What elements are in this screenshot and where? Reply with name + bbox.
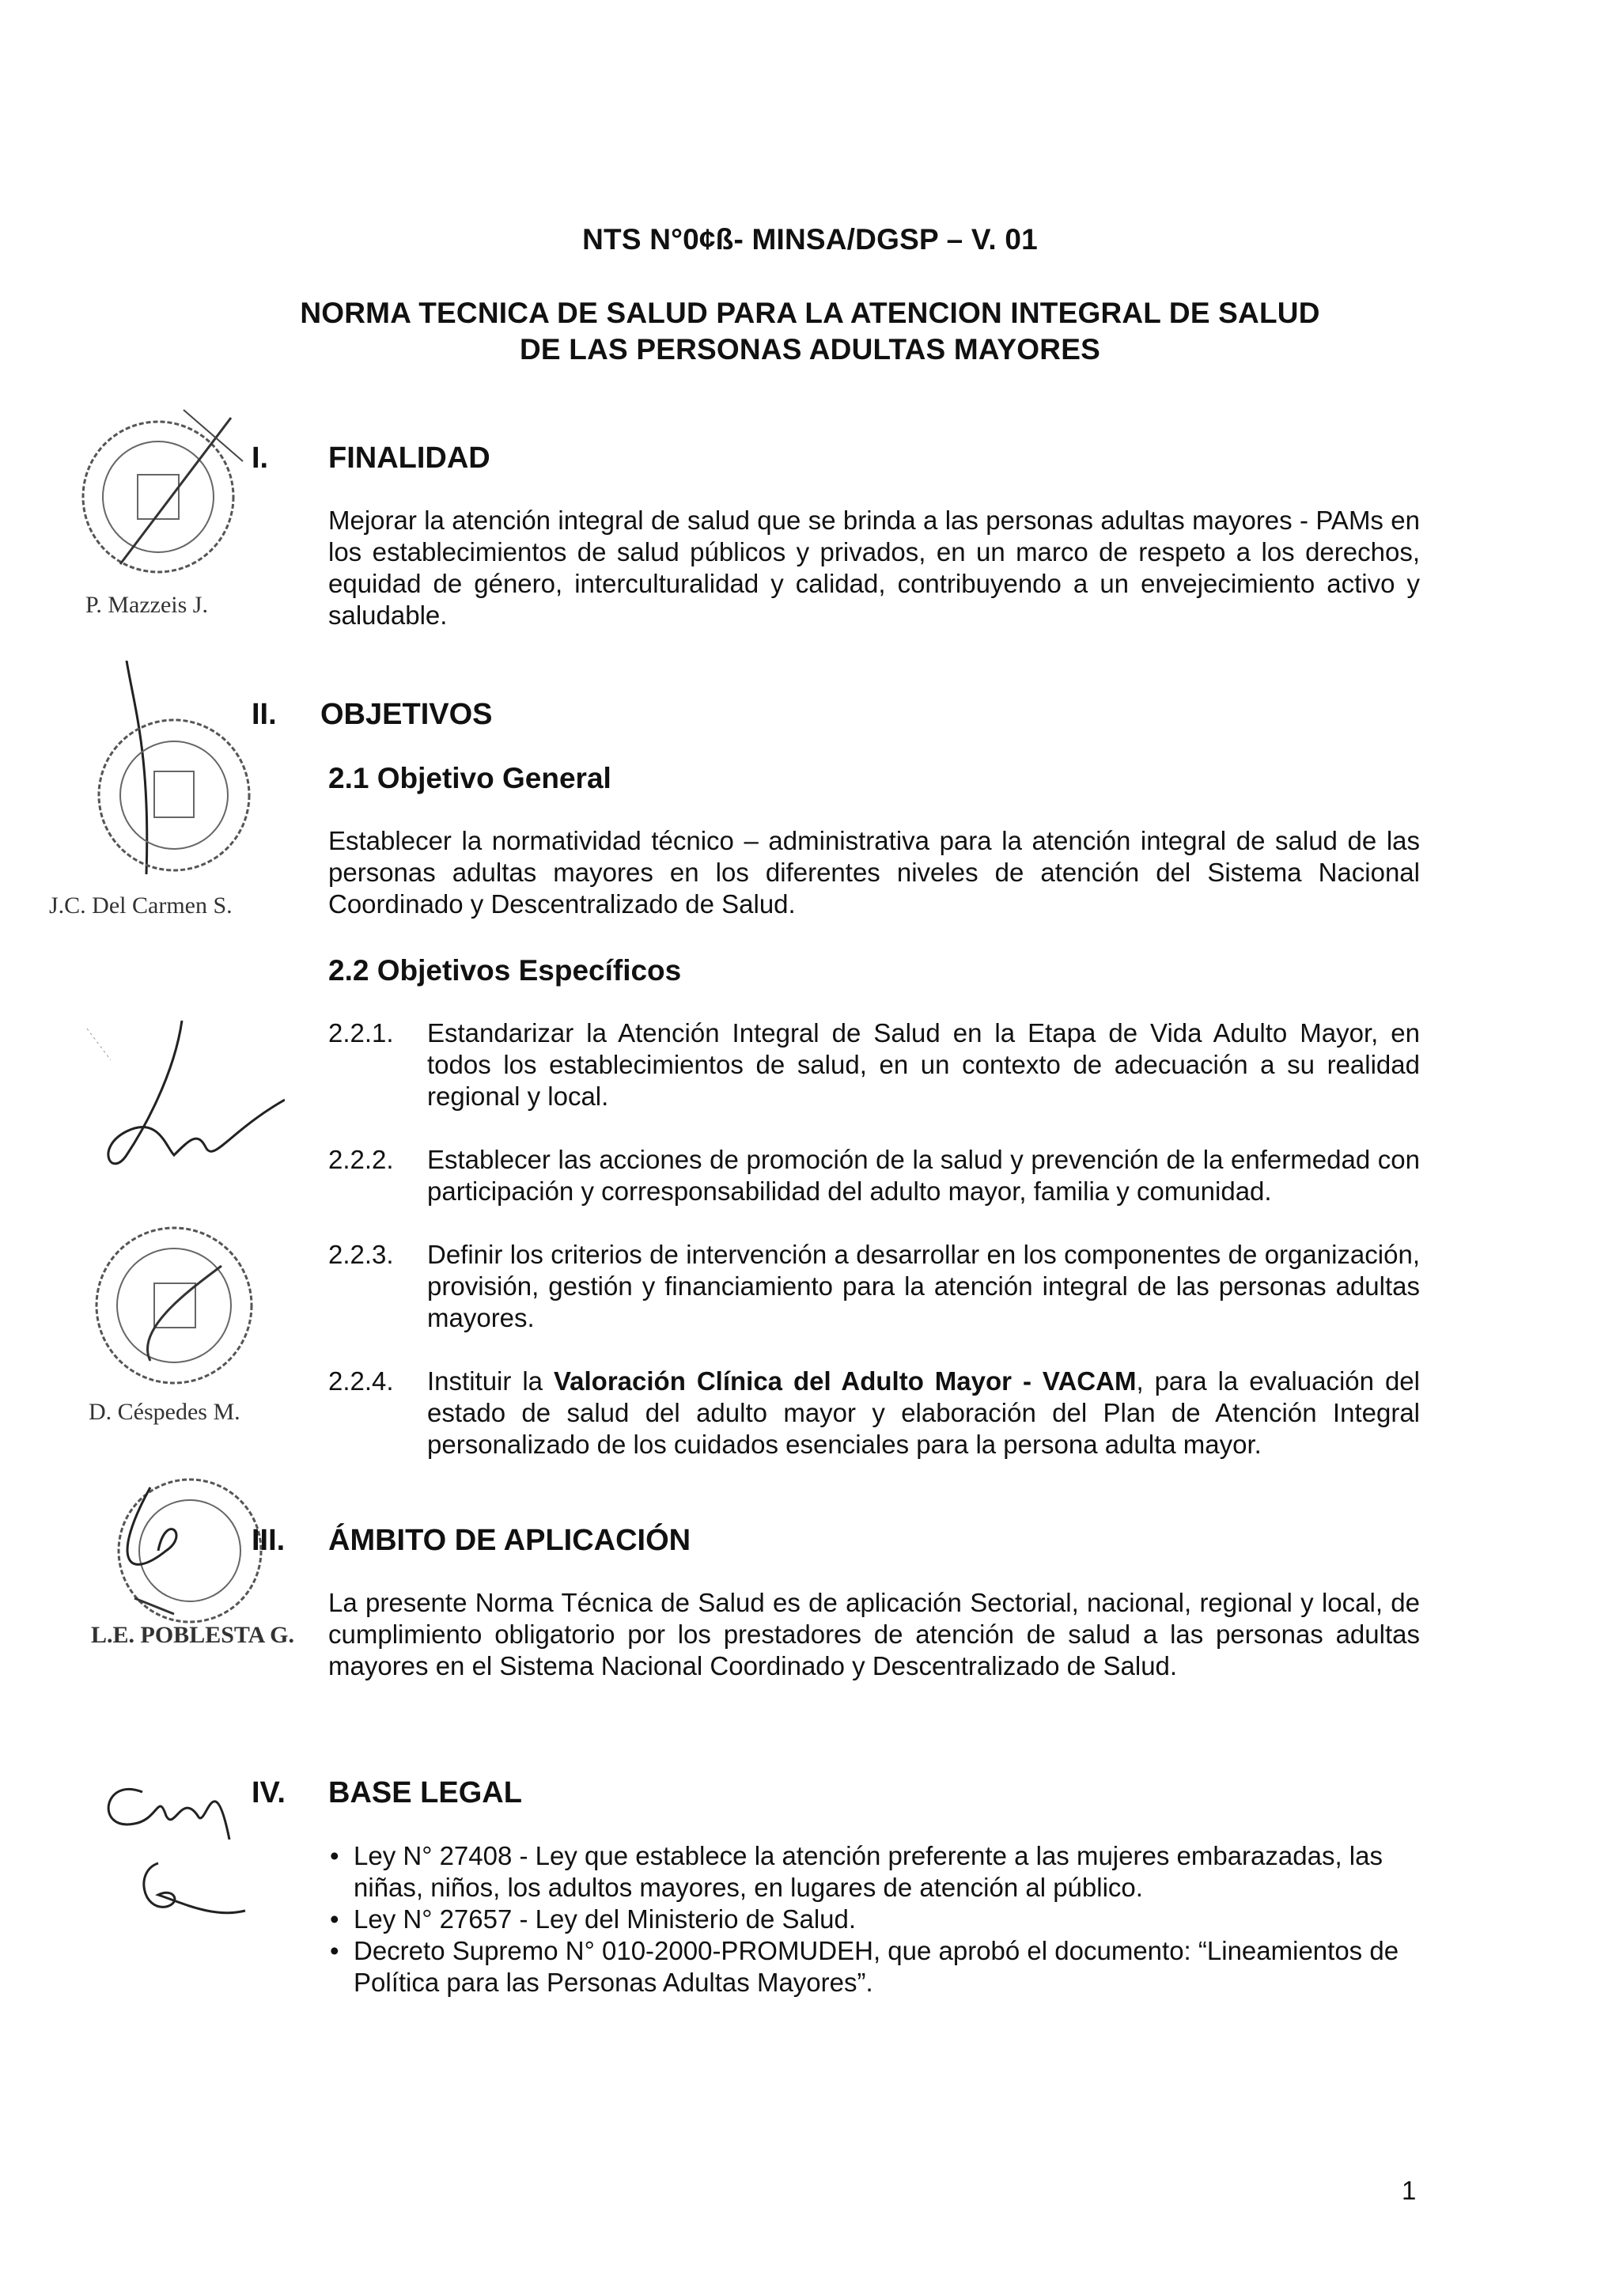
legal-basis-list — [328, 1840, 1420, 1999]
handwritten-signature-3 — [79, 1013, 285, 1195]
list-item — [328, 1904, 1420, 1935]
ministry-seal-1 — [73, 402, 255, 584]
list-item — [328, 1840, 1420, 1904]
vacam-text-pre: Instituir la — [427, 1366, 554, 1396]
bullet-icon: • — [330, 1904, 339, 1934]
objective-item-number: 2.2.1. — [328, 1018, 394, 1048]
finalidad-paragraph: Mejorar la atención integral de salud que se brinda a las personas adultas mayores - PAMs en los establecimientos de salud públicos y privados, en un marco de respeto a los derechos, equidad de género, interculturalidad y calidad, contribuyendo a un envejecimiento activo y saludable. — [328, 506, 1420, 630]
document-title-line1: NORMA TECNICA DE SALUD PARA LA ATENCION INTEGRAL DE SALUD — [300, 297, 1320, 329]
objetivo-general-paragraph: Establecer la normatividad técnico – administrativa para la atención integral de salud de las personas adultas mayores en los diferentes niveles de atención del Sistema Nacional Coordinado y Descentralizado de Salud. — [328, 826, 1420, 919]
stamp-signature-name-5: L.E. POBLESTA G. — [91, 1622, 295, 1648]
bullet-icon: • — [330, 1936, 339, 1965]
list-item-text: Ley N° 27657 - Ley del Ministerio de Salud. — [354, 1904, 857, 1934]
document-code: NTS N°0¢ß- MINSA/DGSP – V. 01 — [582, 223, 1038, 256]
subsection-title-objetivo-general: 2.1 Objetivo General — [328, 762, 611, 794]
section-title-ambito: ÁMBITO DE APLICACIÓN — [328, 1524, 691, 1557]
section-number-iv: IV. — [252, 1776, 286, 1809]
stamp-signature-name-4: D. Céspedes M. — [89, 1399, 240, 1425]
section-number-iii: III. — [252, 1524, 286, 1557]
objective-item-number: 2.2.4. — [328, 1366, 394, 1396]
section-title-finalidad: FINALIDAD — [328, 441, 490, 475]
section-title-base-legal: BASE LEGAL — [328, 1776, 522, 1809]
list-item-text: Ley N° 27408 - Ley que establece la atención preferente a las mujeres embarazadas, las niñas, niños, los adultos mayores, en lugares de atención al público. — [354, 1841, 1383, 1902]
vacam-text-post: , para la evaluación del estado de salud del adulto mayor y elaboración del Plan de Atención Integral personalizado de los cuidados esenciales para la persona adulta mayor. — [427, 1366, 1420, 1459]
page-number: 1 — [1402, 2176, 1417, 2205]
section-title-objetivos: OBJETIVOS — [320, 698, 493, 731]
section-number-i: I. — [252, 441, 269, 475]
document-title-line2: DE LAS PERSONAS ADULTAS MAYORES — [520, 333, 1100, 366]
vacam-text-bold: Valoración Clínica del Adulto Mayor - VACAM — [553, 1366, 1137, 1396]
section-number-ii: II. — [252, 698, 277, 731]
list-item-text: Decreto Supremo N° 010-2000-PROMUDEH, que aprobó el documento: “Lineamientos de Política para las Personas Adultas Mayores”. — [354, 1936, 1399, 1997]
objective-item-text: Estandarizar la Atención Integral de Salud en la Etapa de Vida Adulto Mayor, en todos los establecimientos de salud, en un contexto de adecuación a su realidad regional y local. — [427, 1018, 1420, 1111]
objective-item-text: Establecer las acciones de promoción de la salud y prevención de la enfermedad con participación y corresponsabilidad del adulto mayor, familia y comunidad. — [427, 1145, 1420, 1206]
ministry-seal-4 — [71, 1218, 277, 1408]
bullet-icon: • — [330, 1841, 339, 1870]
handwritten-signature-6 — [87, 1745, 277, 1950]
ambito-paragraph: La presente Norma Técnica de Salud es de aplicación Sectorial, nacional, regional y local, de cumplimiento obligatorio por los prestadores de atención de salud a las personas adultas mayores en el Sistema Nacional Coordinado y Descentralizado de Salud. — [328, 1588, 1420, 1680]
stamp-signature-name-2: J.C. Del Carmen S. — [49, 892, 233, 919]
objective-item-text-vacam — [427, 1366, 1420, 1461]
subsection-title-objetivos-especificos: 2.2 Objetivos Específicos — [328, 954, 682, 987]
stamp-signature-name-1: P. Mazzeis J. — [85, 592, 208, 618]
objective-item-text: Definir los criterios de intervención a desarrollar en los componentes de organización, provisión, gestión y financiamiento para la atención integral de las personas adultas mayores. — [427, 1240, 1420, 1332]
objective-item-number: 2.2.2. — [328, 1145, 394, 1174]
ministry-seal-2 — [71, 661, 269, 890]
list-item — [328, 1935, 1420, 1999]
objective-item-number: 2.2.3. — [328, 1240, 394, 1269]
